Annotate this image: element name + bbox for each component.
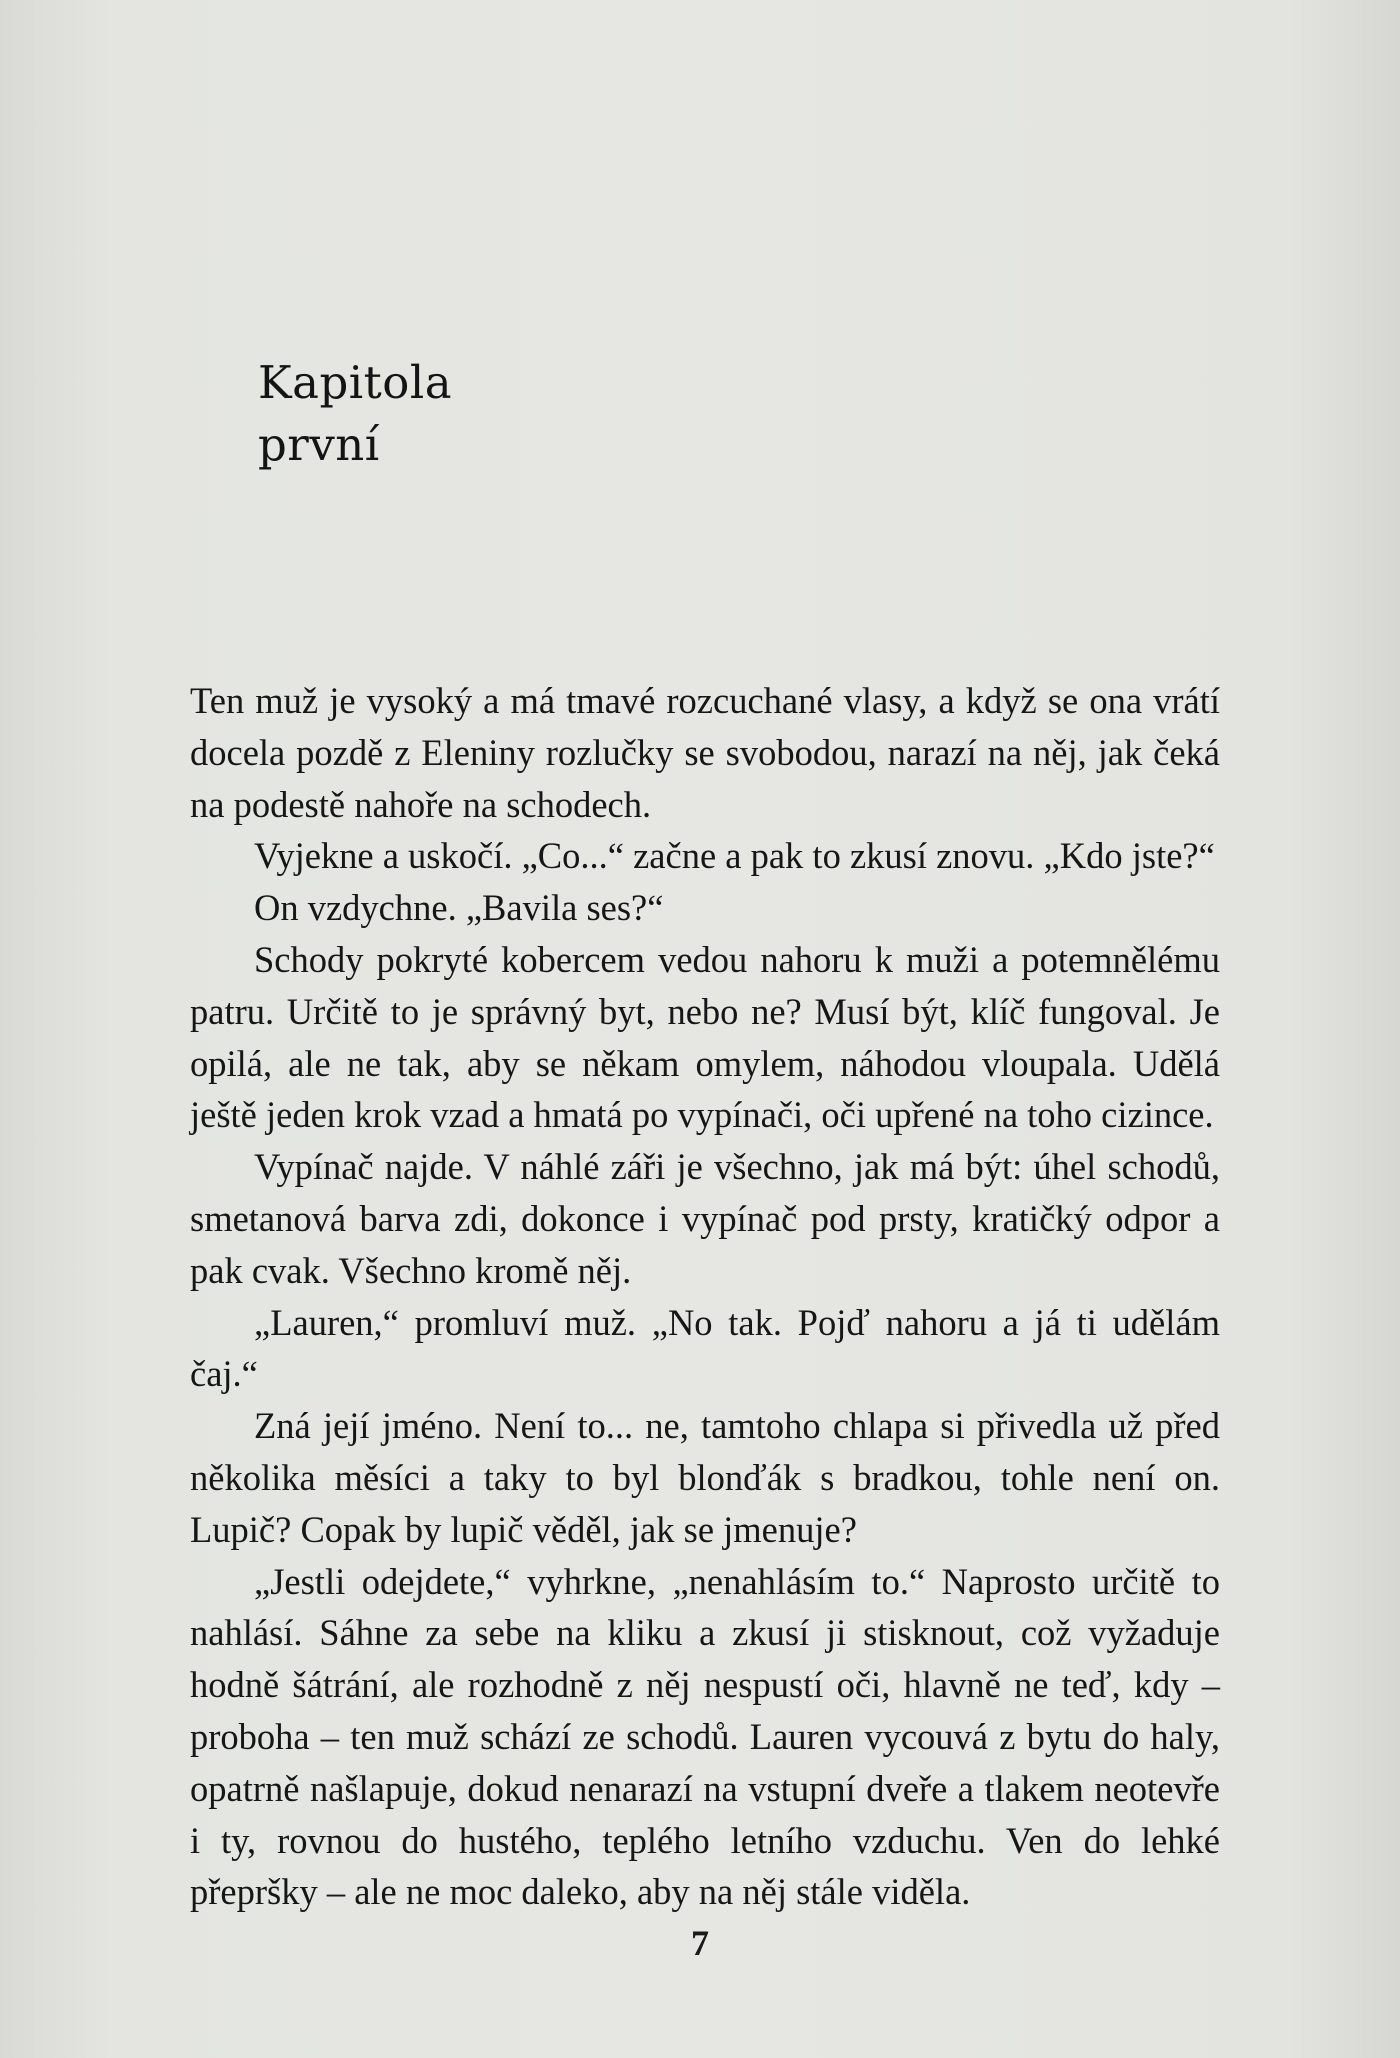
paragraph: Vyjekne a uskočí. „Co...“ začne a pak to zkusí znovu. „Kdo jste?“ — [254, 835, 1215, 877]
paragraph: Vypínač najde. V náhlé záři je všechno, jak má být: úhel schodů, smetanová barva zdi, dokonce i vypínač pod prsty, kratičký odpor a pak cvak. Všechno kromě něj. — [190, 1146, 1220, 1291]
chapter-title-line-2: první — [258, 418, 380, 471]
paragraph: On vzdychne. „Bavila ses?“ — [254, 887, 664, 929]
chapter-body — [190, 675, 1220, 1918]
page-number: 7 — [691, 1923, 709, 1963]
paragraph: „Lauren,“ promluví muž. „No tak. Pojď nahoru a já ti udělám čaj.“ — [190, 1301, 1220, 1395]
paragraph: „Jestli odejdete,“ vyhrkne, „nenahlásím to.“ Naprosto určitě to nahlásí. Sáhne za sebe na kliku a zkusí ji stisknout, což vyžaduje hodně šátrání, ale rozhodně z něj nespustí oči, hlavně ne teď, kdy – proboha – ten muž schází ze schodů. Lauren vycouvá z bytu do haly, opatrně našlapuje, dokud nenarazí na vstupní dveře a tlakem neotevře i ty, rovnou do hustého, teplého letního vzduchu. Ven do lehké přepršky – ale ne moc daleko, aby na něj stále viděla. — [190, 1560, 1220, 1913]
paragraph: Ten muž je vysoký a má tmavé rozcuchané vlasy, a když se ona vrátí docela pozdě z Eleniny rozlučky se svobodou, narazí na něj, jak čeká na podestě nahoře na schodech. — [190, 680, 1220, 825]
chapter-title-line-1: Kapitola — [258, 356, 453, 409]
paragraph: Zná její jméno. Není to... ne, tamtoho chlapa si přivedla už před několika měsíci a taky to byl blonďák s bradkou, tohle není on. Lupič? Copak by lupič věděl, jak se jmenuje? — [190, 1405, 1220, 1550]
paragraph: Schody pokryté kobercem vedou nahoru k muži a potemnělému patru. Určitě to je správný byt, nebo ne? Musí být, klíč fungoval. Je opilá, ale ne tak, aby se někam omylem, náhodou vloupala. Udělá ještě jeden krok vzad a hmatá po vypínači, oči upřené na toho cizince. — [190, 938, 1220, 1136]
chapter-title — [258, 352, 452, 476]
